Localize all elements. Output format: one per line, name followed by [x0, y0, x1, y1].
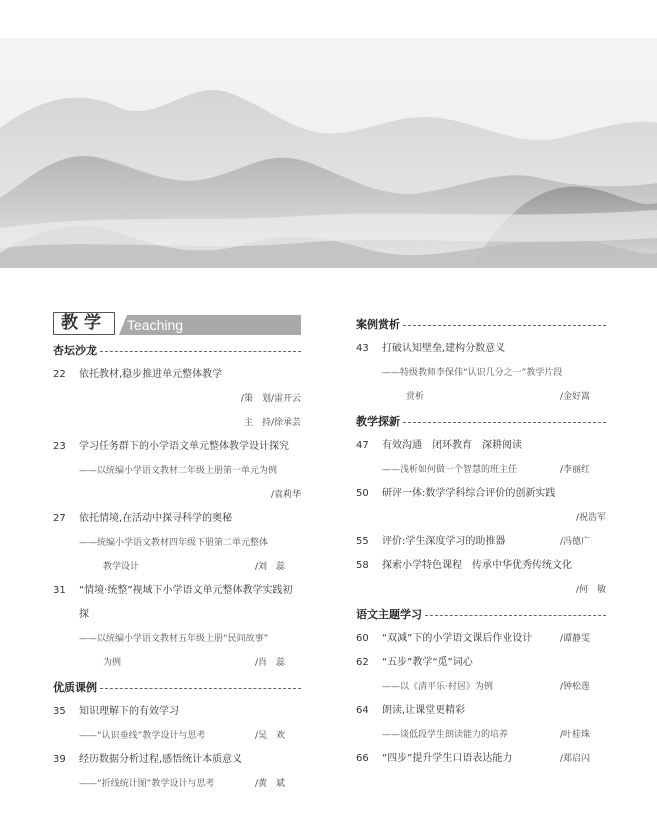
entry-subtitle: ——统编小学语文教材四年级下册第二单元整体 — [79, 538, 269, 548]
entry-subtitle: ——以《清平乐·村居》为例 /钟松莲 — [382, 682, 591, 692]
toc-entry[interactable]: 55 评价:学生深度学习的助推器 /冯德广 — [356, 536, 591, 547]
toc-right-column — [356, 312, 606, 771]
section-heading: 教学探新 — [356, 411, 606, 431]
teaching-header — [53, 312, 301, 335]
entry-subtitle: ——浅析如何做一个智慧的班主任 /李丽红 — [382, 465, 591, 475]
entry-subtitle-cont: 赏析 /金好嵩 — [406, 392, 591, 402]
entry-subtitle: ——“折线统计图”教学设计与思考 /黄 斌 — [79, 779, 286, 789]
entry-subtitle-cont: 教学设计 /刘 蕊 — [103, 562, 286, 572]
header-title-zh: 教学 — [53, 312, 115, 335]
section-heading: 语文主题学习 — [356, 604, 606, 624]
section-heading: 优质课例 — [53, 677, 301, 697]
toc-entry[interactable]: 35 知识理解下的有效学习 — [53, 706, 179, 717]
toc-entry[interactable]: 62 “五步”教学“觅”词心 — [356, 657, 473, 668]
entry-author: 主 持/徐承芸 — [243, 418, 301, 428]
toc-entry[interactable]: 58 探索小学特色课程 传承中华优秀传统文化 — [356, 560, 572, 571]
toc-entry[interactable]: 47 有效沟通 闭环教育 深耕阅读 — [356, 440, 522, 451]
entry-subtitle-cont: 为例 /肖 蕊 — [103, 658, 286, 668]
toc-entry[interactable]: 64 朗读,让课堂更精彩 — [356, 705, 466, 716]
entry-subtitle: ——“认识垂线”教学设计与思考 /吴 欢 — [79, 731, 286, 741]
section-heading: 案例赏析 — [356, 314, 606, 334]
toc-entry[interactable]: 39 经历数据分析过程,感悟统计本质意义 — [53, 754, 243, 765]
section-heading: 杏坛沙龙 — [53, 340, 301, 360]
header-title-en: Teaching — [127, 317, 184, 333]
toc-entry[interactable]: 66 “四步”提升学生口语表达能力 /郑启闪 — [356, 753, 591, 764]
toc-entry[interactable]: 23 学习任务群下的小学语文单元整体教学设计探究 — [53, 441, 289, 452]
toc-entry[interactable]: 50 研评一体:数学学科综合评价的创新实践 — [356, 488, 556, 499]
entry-author: /策 划/雷开云 — [240, 394, 301, 404]
mountain-landscape-illustration — [0, 38, 657, 268]
entry-author: /祝浩军 — [575, 513, 606, 523]
entry-author: /何 敏 — [575, 585, 606, 595]
ink-mountain-banner — [0, 38, 657, 268]
toc-entry[interactable]: 60 “双减”下的小学语文课后作业设计 /谭静雯 — [356, 633, 591, 644]
toc-entry[interactable]: 22 依托教材,稳步推进单元整体教学 — [53, 369, 223, 380]
entry-subtitle: ——特级教师李保伟“认识几分之一”教学片段 — [382, 368, 563, 378]
toc-entry[interactable]: 31 “情境·统整”视域下小学语文单元整体教学实践初探 — [53, 585, 293, 620]
entry-subtitle: ——以统编小学语文教材五年级上册“民间故事” — [79, 634, 269, 644]
entry-subtitle: ——以统编小学语文教材二年级上册第一单元为例 — [79, 466, 278, 476]
toc-left-column — [53, 312, 301, 796]
toc-entry[interactable]: 27 依托情境,在活动中探寻科学的奥秘 — [53, 513, 233, 524]
entry-subtitle: ——谈低段学生朗读能力的培养 /叶桂珠 — [382, 730, 591, 740]
entry-author: /袁莉华 — [270, 490, 301, 500]
toc-entry[interactable]: 43 打破认知壁垒,建构分数意义 — [356, 343, 506, 354]
